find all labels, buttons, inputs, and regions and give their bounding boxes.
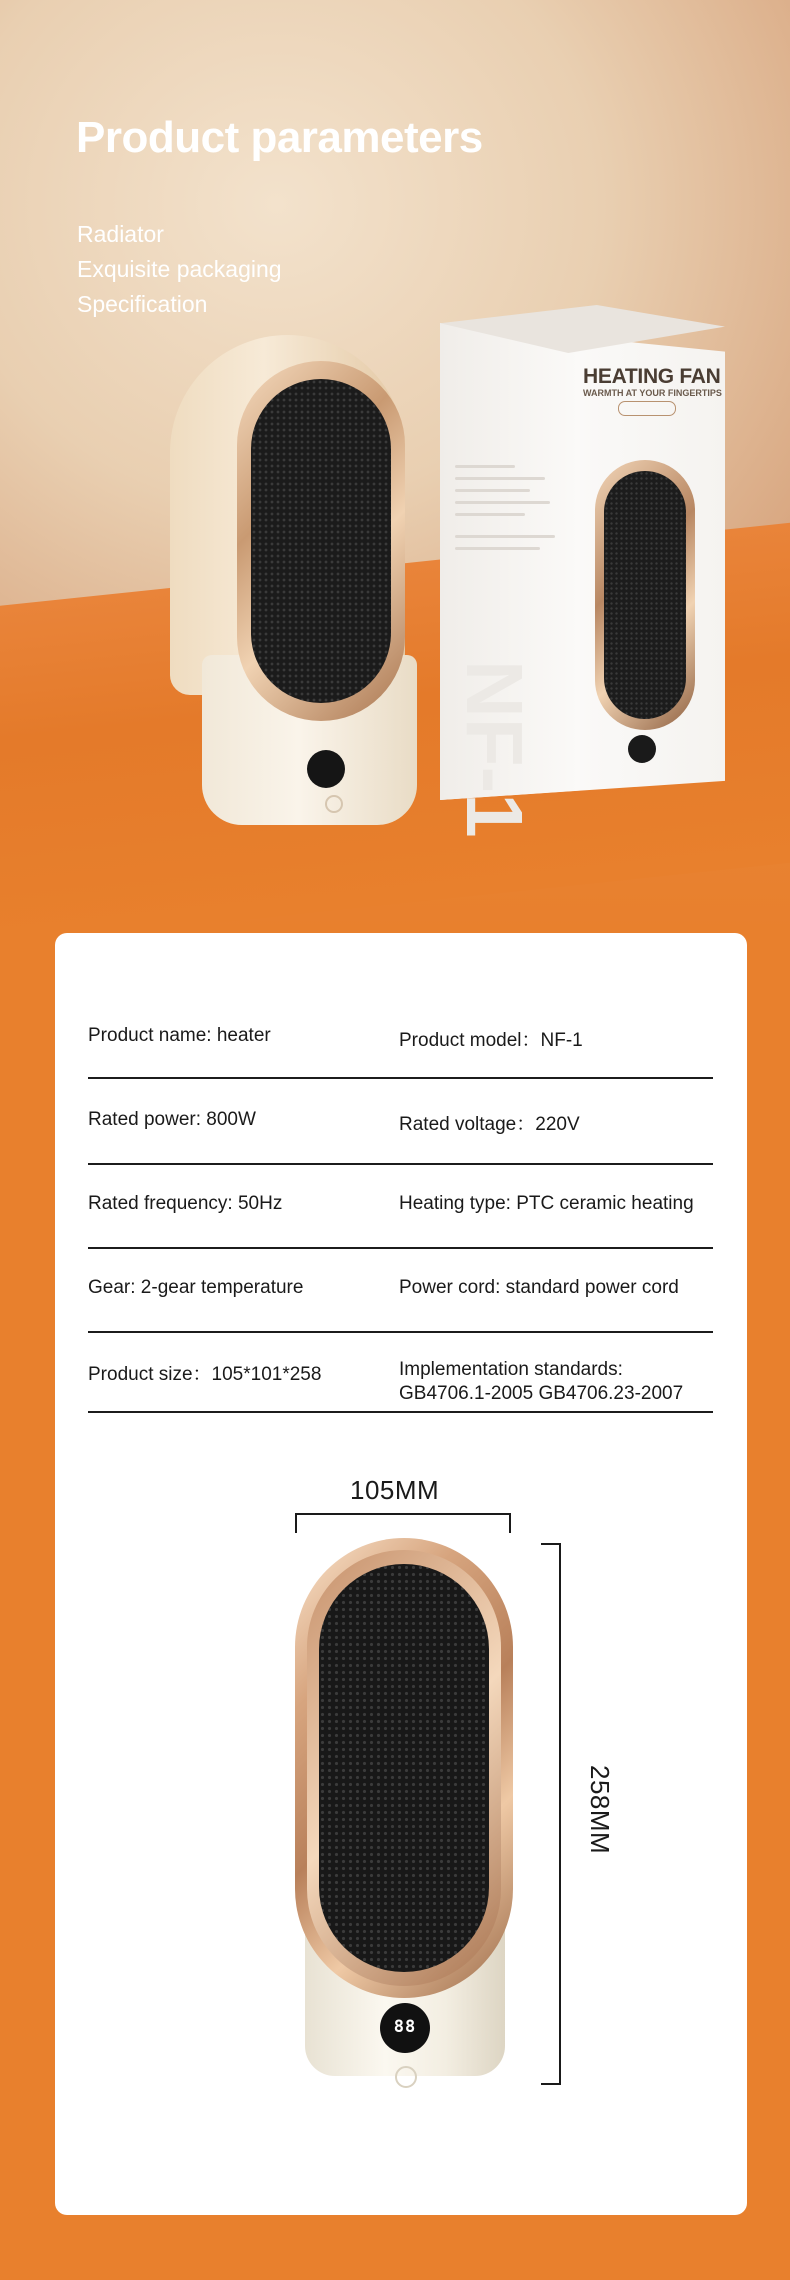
param-rated-power: Rated power: 800W bbox=[88, 1109, 256, 1130]
height-dimension-bracket bbox=[541, 1543, 561, 2085]
param-product-model: Product model：NF-1 bbox=[399, 1030, 583, 1051]
box-heater-display-icon bbox=[628, 735, 656, 763]
param-standards-codes: GB4706.1-2005 GB4706.23-2007 bbox=[399, 1383, 684, 1404]
box-tagline-text: WARMTH AT YOUR FINGERTIPS bbox=[583, 388, 722, 398]
box-heater-grill bbox=[604, 471, 686, 719]
heater-display-readout: 88 bbox=[393, 2017, 417, 2037]
param-row bbox=[88, 1165, 713, 1249]
param-row bbox=[88, 1013, 713, 1079]
param-heating-type: Heating type: PTC ceramic heating bbox=[399, 1193, 694, 1214]
param-implementation-standards: Implementation standards: bbox=[399, 1359, 623, 1380]
power-icon bbox=[325, 795, 343, 813]
param-product-name: Product name: heater bbox=[88, 1025, 271, 1046]
param-product-size: Product size：105*101*258 bbox=[88, 1364, 322, 1385]
heater-display-icon bbox=[380, 2003, 430, 2053]
param-row bbox=[88, 1079, 713, 1165]
heater-display-icon bbox=[307, 750, 345, 788]
hero-banner bbox=[0, 0, 790, 930]
heater-grill bbox=[251, 379, 391, 703]
box-model-mark: NF-1 bbox=[450, 660, 539, 838]
power-icon bbox=[395, 2066, 417, 2088]
parameters-card bbox=[55, 933, 747, 2215]
page-title: Product parameters bbox=[76, 113, 483, 162]
param-row bbox=[88, 1249, 713, 1333]
packaging-box-image bbox=[440, 305, 725, 838]
heater-product-image bbox=[170, 335, 420, 835]
hero-subtitle-specification: Specification bbox=[77, 291, 208, 317]
hero-subtitle-packaging: Exquisite packaging bbox=[77, 256, 282, 282]
param-row bbox=[88, 1333, 713, 1413]
heater-dimension-image bbox=[295, 1538, 525, 2088]
param-rated-voltage: Rated voltage：220V bbox=[399, 1114, 580, 1135]
param-gear: Gear: 2-gear temperature bbox=[88, 1277, 304, 1298]
width-dimension-bracket bbox=[295, 1513, 511, 1533]
param-rated-frequency: Rated frequency: 50Hz bbox=[88, 1193, 283, 1214]
box-brand-text: HEATING FAN bbox=[583, 365, 721, 388]
hero-subtitle-radiator: Radiator bbox=[77, 221, 164, 247]
param-power-cord: Power cord: standard power cord bbox=[399, 1277, 679, 1298]
height-dimension-label: 258MM bbox=[585, 1765, 615, 1855]
heater-grill bbox=[319, 1564, 489, 1972]
box-label-chip bbox=[618, 401, 676, 416]
width-dimension-label: 105MM bbox=[350, 1475, 440, 1505]
